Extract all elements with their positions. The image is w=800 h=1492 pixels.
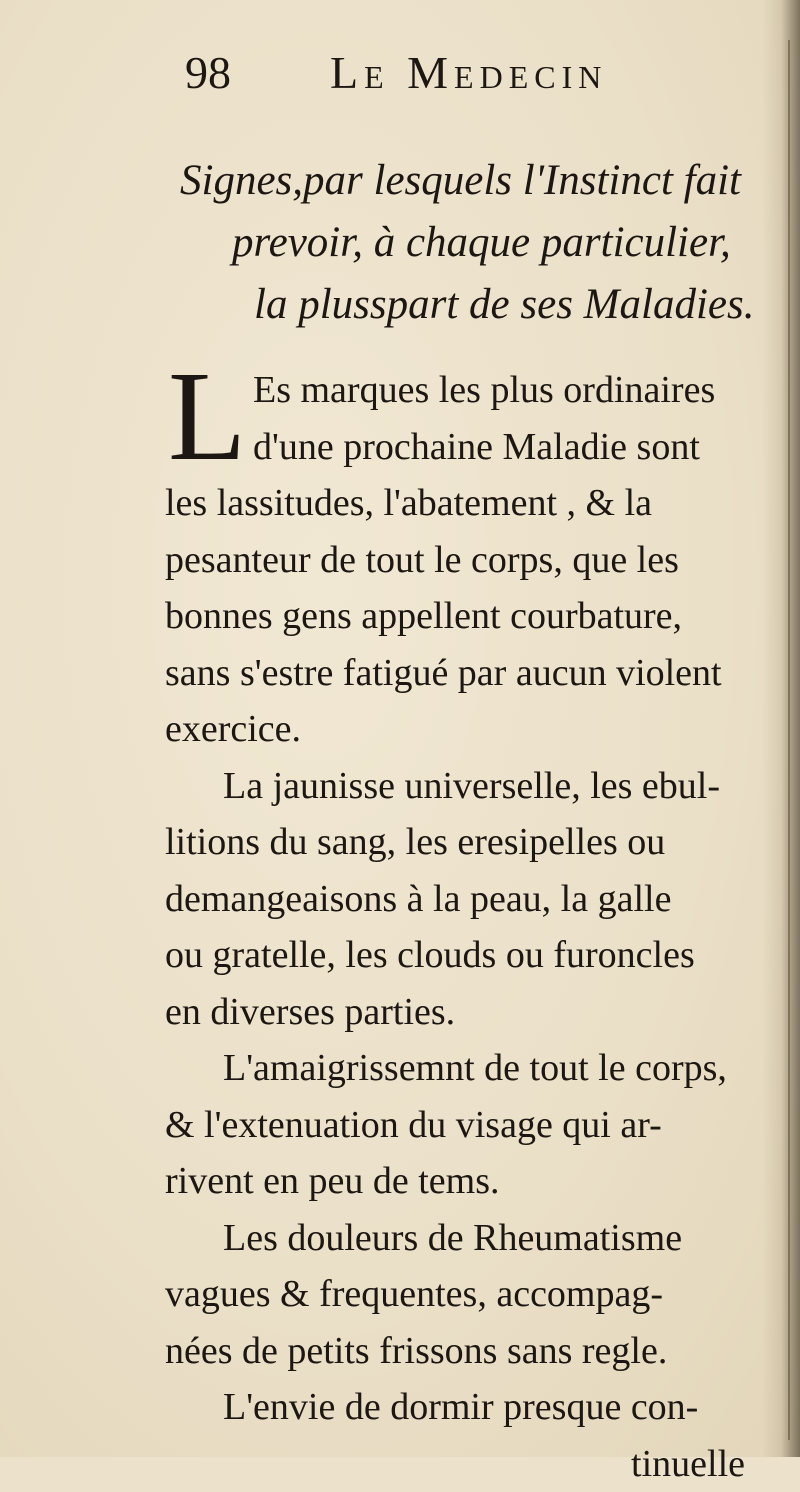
text-line: La jaunisse universelle, les ebul- <box>165 758 775 815</box>
text-line: Es marques les plus ordinaires <box>165 362 775 419</box>
text-line: ou gratelle, les clouds ou furoncles <box>165 927 775 984</box>
section-title-line-3: la plusspart de ses Maladies. <box>180 274 780 336</box>
text-line: L'envie de dormir presque con- <box>165 1379 775 1436</box>
text-line: nées de petits frissons sans regle. <box>165 1323 775 1380</box>
body-text <box>165 362 775 1492</box>
text-line: d'une prochaine Maladie sont <box>165 419 775 476</box>
text-line: vagues & frequentes, accompag- <box>165 1266 775 1323</box>
text-line: tinuelle <box>165 1436 775 1492</box>
drop-cap: L <box>168 352 246 480</box>
page-edge <box>788 40 790 1440</box>
text-line: & l'extenuation du visage qui ar- <box>165 1097 775 1154</box>
text-line: en diverses parties. <box>165 984 775 1041</box>
section-title-line-1: Signes,par lesquels l'Instinct fait <box>180 150 780 212</box>
text-line: litions du sang, les eresipelles ou <box>165 814 775 871</box>
text-line: pesanteur de tout le corps, que les <box>165 532 775 589</box>
page-number: 98 <box>185 46 231 99</box>
text-line: les lassitudes, l'abatement , & la <box>165 475 775 532</box>
text-line: L'amaigrissemnt de tout le corps, <box>165 1040 775 1097</box>
text-line: exercice. <box>165 701 775 758</box>
text-line: rivent en peu de tems. <box>165 1153 775 1210</box>
running-head: Le Medecin <box>330 46 607 99</box>
text-line: sans s'estre fatigué par aucun violent <box>165 645 775 702</box>
text-line: Les douleurs de Rheumatisme <box>165 1210 775 1267</box>
text-line: bonnes gens appellent courbature, <box>165 588 775 645</box>
text-line: demangeaisons à la peau, la galle <box>165 871 775 928</box>
section-title <box>180 150 780 336</box>
section-title-line-2: prevoir, à chaque particulier, <box>180 212 780 274</box>
page-header <box>185 40 665 110</box>
